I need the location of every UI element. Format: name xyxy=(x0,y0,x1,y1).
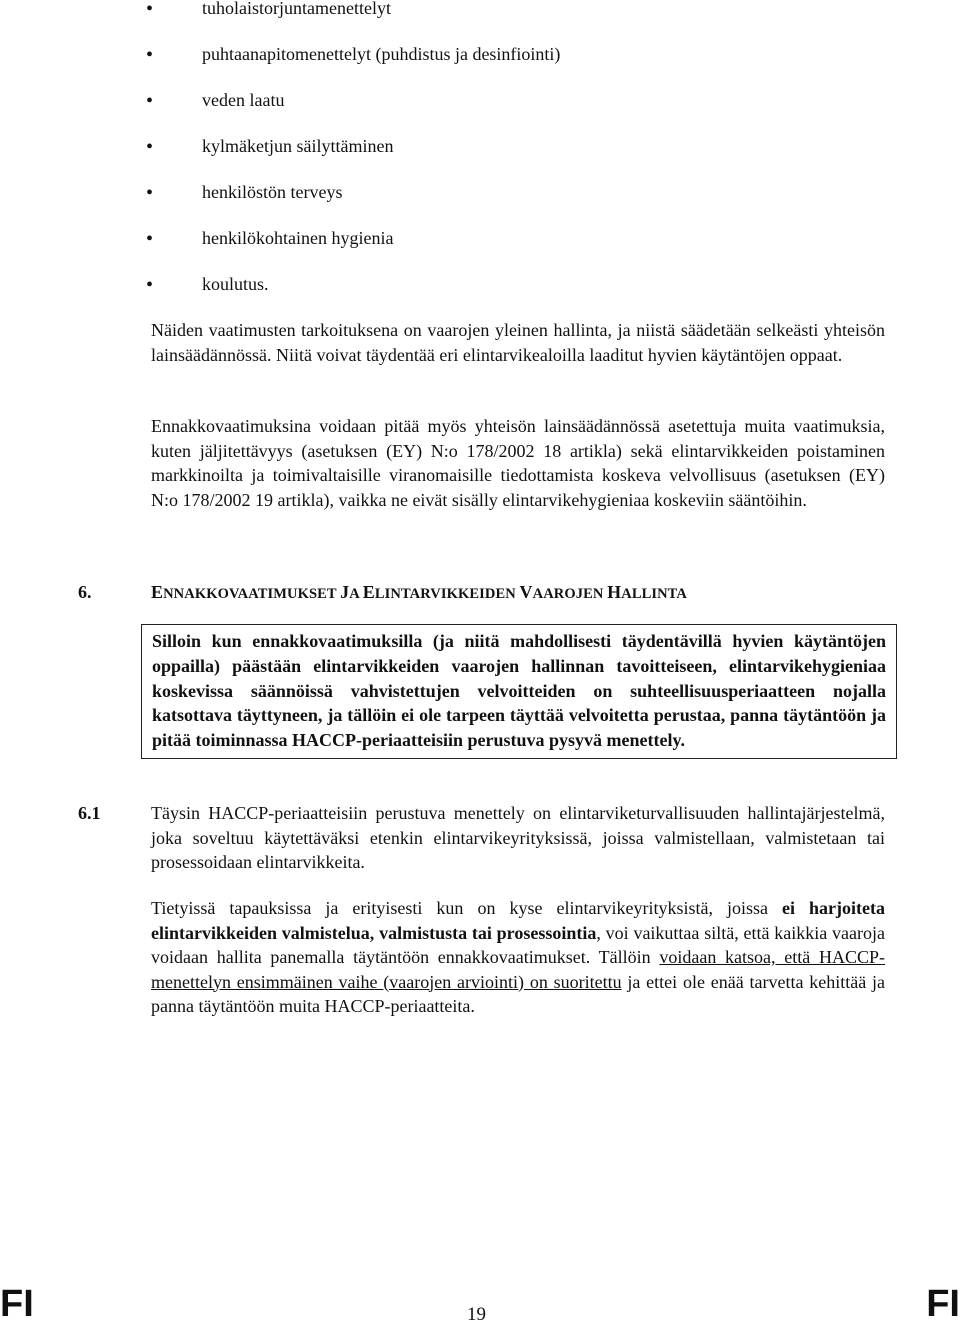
bullet-icon: • xyxy=(146,44,154,66)
list-item-text: veden laatu xyxy=(202,90,285,110)
paragraph-requirements-purpose: Näiden vaatimusten tarkoituksena on vaarojen yleinen hallinta, ja niistä säädetään selkeästi yhteisön lainsäädännössä. Niitä voivat täydentää eri elintarvikealoilla laaditut hyvien käytäntöjen oppaat. xyxy=(151,320,885,365)
paragraph-haccp-cases: Tietyissä tapauksissa ja erityisesti kun on kyse elintarvikeyrityksistä, joissa ei harjoiteta elintarvikkeiden valmistelua, valmistusta tai prosessointia, voi vaikuttaa siltä, että kaikkia vaaroja voidaan hallita panemalla täytäntöön ennakkovaatimukset. Tällöin voidaan katsoa, että HACCP-menettelyn ensimmäinen vaihe (vaarojen arviointi) on suoritettu ja ettei ole enää tarvetta kehittää ja panna täytäntöön muita HACCP-periaatteita. xyxy=(151,898,886,1016)
bullet-icon: • xyxy=(146,136,154,158)
footer-language-right: FI xyxy=(926,1283,960,1325)
paragraph-prerequisites: Ennakkovaatimuksina voidaan pitää myös yhteisön lainsäädännössä asetettuja muita vaatimuksia, kuten jäljitettävyys (asetuksen (EY) N:o 178/2002 18 artikla) sekä elintarvikkeiden poistaminen markkinoilta ja toimivaltaisille viranomaisille tiedottamista koskeva velvollisuus (asetuksen (EY) N:o 178/2002 19 artikla), vaikka ne eivät sisälly elintarvikehygieniaa koskeviin sääntöihin. xyxy=(151,416,885,510)
list-item-text: henkilöstön terveys xyxy=(202,182,343,202)
list-item-text: koulutus. xyxy=(202,274,269,294)
section-title: ENNAKKOVAATIMUKSET JA ELINTARVIKKEIDEN VAAROJEN HALLINTA xyxy=(151,582,687,602)
paragraph-haccp-definition: Täysin HACCP-periaatteisiin perustuva menettely on elintarviketurvallisuuden hallintajärjestelmä, joka soveltuu käytettäväksi etenkin elintarvikeyrityksissä, joissa valmistellaan, valmistetaan tai prosessoidaan elintarvikkeita. xyxy=(151,803,885,872)
list-item-text: henkilökohtainen hygienia xyxy=(202,228,394,248)
boxed-summary: Silloin kun ennakkovaatimuksilla (ja niitä mahdollisesti täydentävillä hyvien käytäntöjen oppailla) päästään elintarvikkeiden vaarojen hallinnan tavoitteiseen, elintarvikehygieniaa koskevissa säännöissä vahvistettujen velvoitteiden on suhteellisuusperiaatteen nojalla katsottava täyttyneen, ja tällöin ei ole tarpeen täyttää velvoitetta perustaa, panna täytäntöön ja pitää toiminnassa HACCP-periaatteisiin perustuva pysyvä menettely. xyxy=(141,624,897,759)
bullet-icon: • xyxy=(146,274,154,296)
bullet-icon: • xyxy=(146,0,154,20)
page-number: 19 xyxy=(467,1304,486,1325)
subsection-number: 6.1 xyxy=(78,803,101,823)
list-item-text: tuholaistorjuntamenettelyt xyxy=(202,0,391,18)
underlined-phrase: voidaan katsoa, että HACCP-menettelyn ensimmäinen vaihe (vaarojen arviointi) on suoritettu xyxy=(151,947,885,992)
footer-language-left: FI xyxy=(0,1283,34,1325)
list-item-text: puhtaanapitomenettelyt (puhdistus ja desinfiointi) xyxy=(202,44,561,64)
section-number: 6. xyxy=(78,582,92,602)
bullet-icon: • xyxy=(146,90,154,112)
list-item-text: kylmäketjun säilyttäminen xyxy=(202,136,394,156)
bullet-icon: • xyxy=(146,228,154,250)
bold-phrase: ei harjoiteta elintarvikkeiden valmistelua, valmistusta tai prosessointia xyxy=(151,898,885,943)
bullet-icon: • xyxy=(146,182,154,204)
